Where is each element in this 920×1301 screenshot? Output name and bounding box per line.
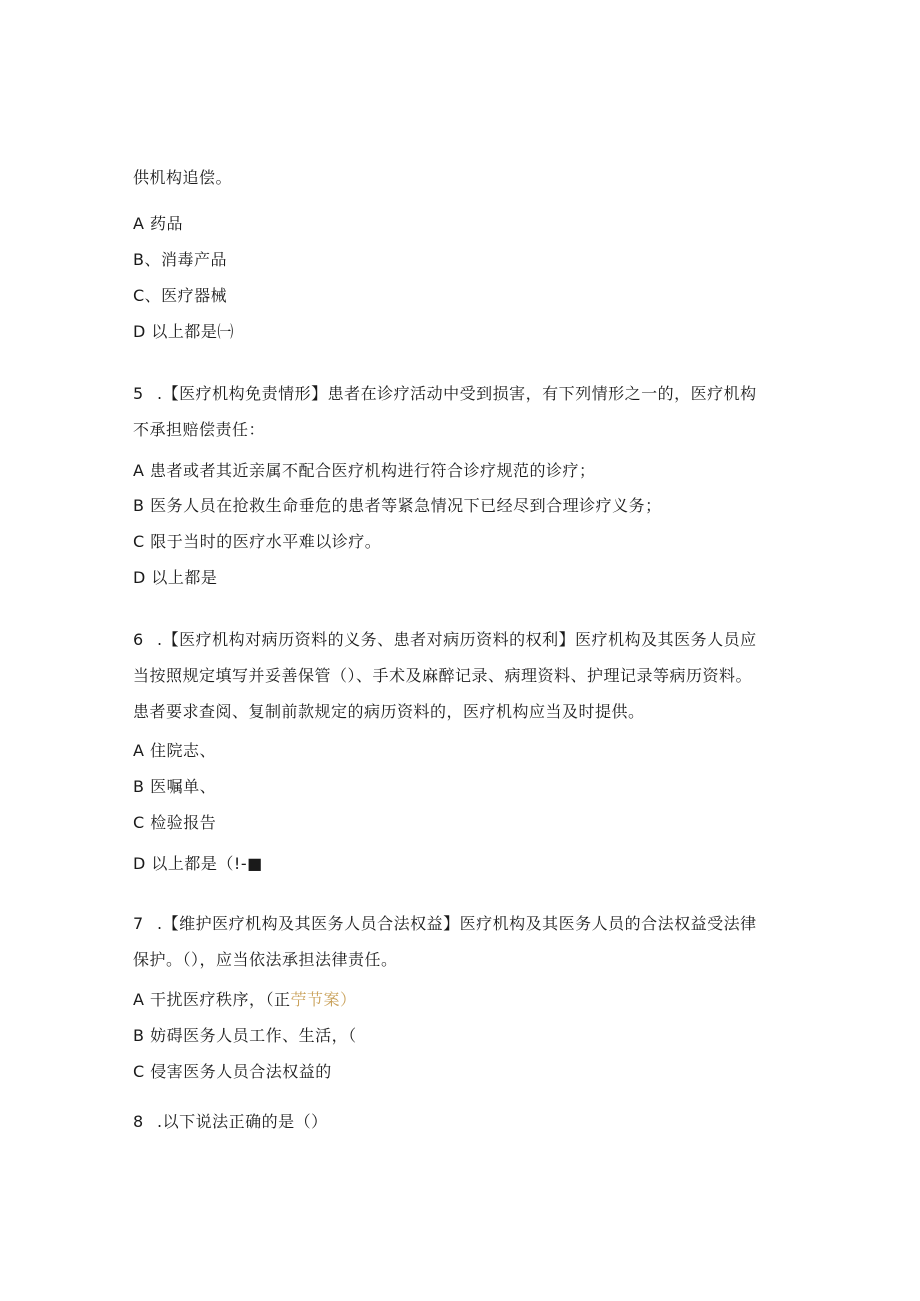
q5-option-a: A 患者或者其近亲属不配合医疗机构进行符合诊疗规范的诊疗； <box>133 461 596 480</box>
q7-stem-line2: 保护。（），应当依法承担法律责任。 <box>133 950 398 969</box>
q7-option-a <box>133 990 357 1010</box>
q5-option-b: B 医务人员在抢救生命垂危的患者等紧急情况下已经尽到合理诊疗义务； <box>133 496 662 515</box>
q6-option-a: A 住院志、 <box>133 741 217 760</box>
q5-number: 5 <box>133 384 144 403</box>
q7-stem-text: .【维护医疗机构及其医务人员合法权益】医疗机构及其医务人员的合法权益受法律 <box>157 914 757 933</box>
q7-option-a-text: A 干扰医疗秩序，（正 <box>133 990 291 1009</box>
q4-option-a: A 药品 <box>133 214 184 233</box>
q7-option-c: C 侵害医务人员合法权益的 <box>133 1062 332 1081</box>
q6-number: 6 <box>133 630 144 649</box>
q5-stem-text: .【医疗机构免责情形】患者在诊疗活动中受到损害，有下列情形之一的，医疗机构 <box>157 384 757 403</box>
q6-option-d: D 以上都是（!-■ <box>133 854 263 873</box>
q5-stem-line1 <box>133 384 757 404</box>
q8-stem-line1 <box>133 1112 328 1132</box>
q4-option-c: C、医疗器械 <box>133 286 228 305</box>
q7-option-a-faded-text: 苧节案） <box>290 990 357 1009</box>
q4-continuation: 供机构追偿。 <box>133 168 233 187</box>
q8-number: 8 <box>133 1112 144 1131</box>
q8-stem-text: .以下说法正确的是（） <box>157 1112 328 1131</box>
q5-option-d: D 以上都是 <box>133 568 218 587</box>
q7-number: 7 <box>133 914 144 933</box>
q6-stem-line2: 当按照规定填写并妥善保管（）、手术及麻醉记录、病理资料、护理记录等病历资料。 <box>133 666 753 685</box>
q4-option-d: D 以上都是㈠ <box>133 322 234 341</box>
q7-stem-line1 <box>133 914 757 934</box>
q4-option-b: B、消毒产品 <box>133 250 227 269</box>
q6-stem-line3: 患者要求查阅、复制前款规定的病历资料的，医疗机构应当及时提供。 <box>133 702 645 721</box>
q6-stem-line1 <box>133 630 757 650</box>
q6-option-b: B 医嘱单、 <box>133 777 217 796</box>
q6-option-c: C 检验报告 <box>133 813 217 832</box>
q7-option-b: B 妨碍医务人员工作、生活，（ <box>133 1026 357 1045</box>
q5-option-c: C 限于当时的医疗水平难以诊疗。 <box>133 532 382 551</box>
q5-stem-line2: 不承担赔偿责任： <box>133 420 266 439</box>
q6-stem-text: .【医疗机构对病历资料的义务、患者对病历资料的权利】医疗机构及其医务人员应 <box>157 630 757 649</box>
